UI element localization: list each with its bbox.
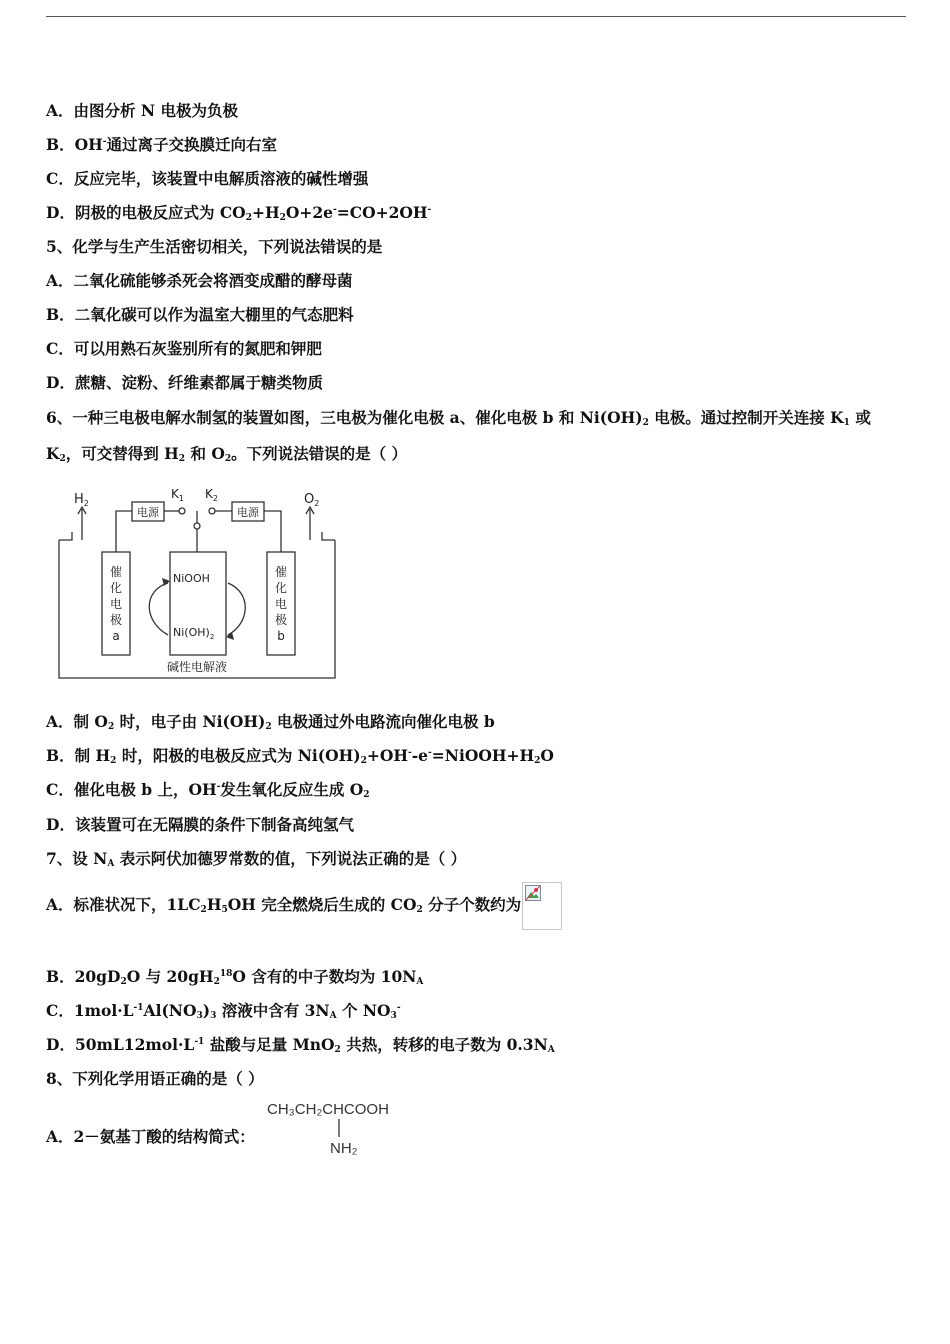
electrode-a-char: a [112, 629, 120, 643]
aminobutyric-acid-structure [266, 1097, 416, 1163]
q8-option-a: A．2－氨基丁酸的结构简式： [46, 1127, 255, 1146]
k1-label: $K_1$ [171, 487, 184, 503]
tank-rim-right [322, 532, 335, 540]
cycle-arrow-right [228, 583, 245, 635]
electrode-a-char: 催 [109, 565, 123, 579]
electrode-b-char: b [277, 629, 285, 643]
q7-stem: 7、设 $N_A$ 表示阿伏加德罗常数的值，下列说法正确的是（ ） [46, 849, 467, 869]
q6-option-a: A．制 $O_2$ 时，电子由 $Ni(OH)_2$ 电极通过外电路流向催化电极 b [46, 712, 495, 732]
q7-option-b: B．$20gD_2O$ 与 $20gH_2^{18}O$ 含有的中子数均为 $10N_A$ [46, 967, 424, 987]
power-source-right-label: 电源 [237, 506, 259, 519]
header-rule [46, 16, 906, 17]
nioh2-electrode [170, 552, 226, 655]
q5-option-c: C．可以用熟石灰鉴别所有的氮肥和钾肥 [46, 339, 322, 358]
electrode-b-char: 化 [274, 581, 288, 595]
o2-label: $O_2$ [304, 492, 320, 508]
formula-amino-group: NH₂ [330, 1140, 358, 1157]
electrode-a-char: 极 [109, 613, 123, 627]
q4-option-c: C．反应完毕，该装置中电解质溶液的碱性增强 [46, 169, 369, 188]
switch-pivot [194, 523, 200, 529]
nioh2-label: $Ni(OH)_2$ [173, 626, 215, 641]
q7-option-c: C．$1mol\cdot L^{-1}Al(NO_3)_3$ 溶液中含有 $3N_A$ 个 $NO_3^-$ [46, 1001, 401, 1021]
electrode-a-char: 化 [109, 581, 123, 595]
q6-option-d: D．该装置可在无隔膜的条件下制备高纯氢气 [46, 815, 354, 834]
q4-option-a: A．由图分析 N 电极为负极 [46, 101, 238, 120]
formula-main-chain: CH₃CH₂CHCOOH [267, 1101, 389, 1118]
q8-stem: 8、下列化学用语正确的是（ ） [46, 1069, 264, 1088]
cycle-arrow-left [149, 583, 168, 635]
q6-stem-line2: $K_2$，可交替得到 $H_2$ 和 $O_2$。下列说法错误的是（ ） [46, 444, 408, 464]
electrode-b-char: 极 [274, 613, 288, 627]
q5-option-b: B．二氧化碳可以作为温室大棚里的气态肥料 [46, 305, 354, 324]
electrolyte-label: 碱性电解液 [166, 660, 228, 674]
q6-option-b: B．制 $H_2$ 时，阳极的电极反应式为 $Ni(OH)_2+OH^--e^-=NiOOH+H_2O$ [46, 746, 554, 766]
broken-image-icon [522, 882, 562, 930]
power-source-left-label: 电源 [137, 506, 159, 519]
q4-option-b: B．OH-通过离子交换膜迁向右室 [46, 135, 278, 154]
k2-label: $K_2$ [205, 487, 218, 503]
electrode-a-char: 电 [109, 597, 123, 611]
q5-option-d: D．蔗糖、淀粉、纤维素都属于糖类物质 [46, 373, 323, 392]
wire-right-electrode [264, 511, 281, 552]
q7-option-d: D．$50mL12mol\cdot L^{-1}$ 盐酸与足量 MnO$_2$ 共热，转移的电子数为 $0.3N_A$ [46, 1035, 555, 1055]
q5-stem: 5、化学与生产生活密切相关，下列说法错误的是 [46, 237, 383, 256]
q7-option-a: A．标准状况下，$1LC_2H_5OH$ 完全燃烧后生成的 $CO_2$ 分子个数约为 [46, 881, 562, 930]
q6-option-c: C．催化电极 b 上，OH-发生氧化反应生成 $O_2$ [46, 780, 370, 800]
electrolysis-diagram [52, 485, 342, 685]
tank-rim-left [59, 532, 72, 540]
tank-outline [59, 540, 335, 678]
electrode-b-char: 电 [274, 597, 288, 611]
switch-k1-contact [179, 508, 185, 514]
niooh-label: NiOOH [173, 572, 210, 585]
electrode-b-char: 催 [274, 565, 288, 579]
q6-stem-line1: 6、一种三电极电解水制氢的装置如图，三电极为催化电极 a、催化电极 b 和 $Ni(OH)_2$ 电极。通过控制开关连接 $K_1$ 或 [46, 408, 871, 428]
q5-option-a: A．二氧化硫能够杀死会将酒变成醋的酵母菌 [46, 271, 353, 290]
wire-left-electrode [116, 511, 132, 552]
h2-label: $H_2$ [74, 492, 89, 508]
switch-k2-contact [209, 508, 215, 514]
q4-option-d: D．阴极的电极反应式为 $CO_2+H_2O+2e^-=CO+2OH^-$ [46, 203, 432, 223]
